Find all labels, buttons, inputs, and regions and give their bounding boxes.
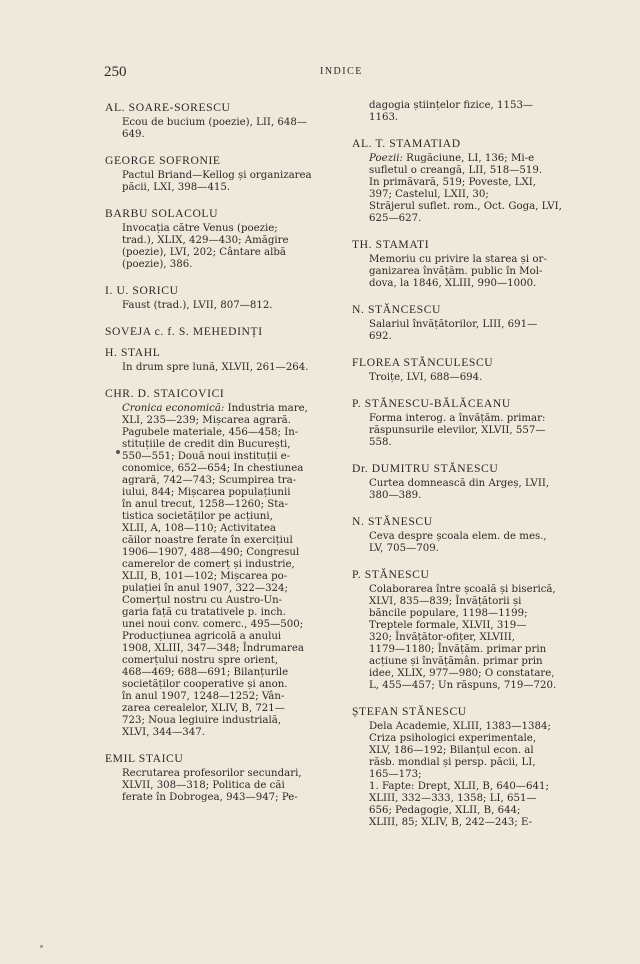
left-column xyxy=(105,100,343,816)
entry-line: acțiune și învățămân. primar prin xyxy=(369,656,543,667)
entry-line: XLIII, 85; XLIV, B, 242—243; E- xyxy=(369,817,533,828)
author-heading: H. STAHL xyxy=(105,346,161,359)
entry-line: 692. xyxy=(369,331,392,342)
entry-line: 165—173; xyxy=(369,769,422,780)
entry-line: Colaborarea între școală și biserică, xyxy=(369,584,556,595)
author-heading: ȘTEFAN STĂNESCU xyxy=(352,705,467,718)
entry-block xyxy=(352,531,584,555)
entry-line: XLVI, 835—839; Învățătorii și xyxy=(369,596,522,607)
entry-line: Faust (trad.), LVII, 807—812. xyxy=(122,300,273,311)
author-heading: CHR. D. STAICOVICI xyxy=(105,387,225,400)
entry-line: tistica societăților pe acțiuni, xyxy=(122,511,273,522)
entry-line: (poezie), 386. xyxy=(122,259,193,270)
entry-block xyxy=(352,254,584,290)
entry-block xyxy=(352,721,584,829)
entry-block xyxy=(352,153,584,225)
entry-block xyxy=(352,584,584,692)
entry-line: dova, la 1846, XLIII, 990—1000. xyxy=(369,278,537,289)
entry-line xyxy=(369,153,584,165)
entry-block xyxy=(105,117,343,141)
author-heading: TH. STAMATI xyxy=(352,238,430,251)
author-heading: N. STĂNESCU xyxy=(352,515,433,528)
author-heading: BARBU SOLACOLU xyxy=(105,207,219,220)
author-heading: AL. T. STAMATIAD xyxy=(352,137,461,150)
section-label: Cronica economică: xyxy=(122,403,225,414)
entry-block xyxy=(352,478,584,502)
entry-line: Producțiunea agricolă a anului xyxy=(122,631,282,642)
entry-line: căilor noastre ferate în exercițiul xyxy=(122,535,293,546)
entry-line: iului, 844; Mișcarea populațiunii xyxy=(122,487,291,498)
author-heading: AL. SOARE-SORESCU xyxy=(105,101,231,114)
entry-line: 1163. xyxy=(369,112,399,123)
entry-line: camerelor de comerț și industrie, xyxy=(122,559,295,570)
entry-line: Pagubele materiale, 456—458; In- xyxy=(122,427,299,438)
entry-line: Forma interog. a învățăm. primar: xyxy=(369,413,546,424)
entry-line: Invocația către Venus (poezie; xyxy=(122,223,278,234)
entry-block xyxy=(105,223,343,271)
author-heading: FLOREA STĂNCULESCU xyxy=(352,356,494,369)
entry-line: Pactul Briand—Kellog și organizarea xyxy=(122,170,312,181)
entry-line: societăților cooperative și anon. xyxy=(122,679,288,690)
entry-block xyxy=(352,319,584,343)
entry-line: Treptele formale, XLVII, 319— xyxy=(369,620,527,631)
author-heading: SOVEJA c. f. S. MEHEDINȚI xyxy=(105,325,263,338)
entry-line: Străjerul suflet. rom., Oct. Goga, LVI, xyxy=(369,201,562,212)
entry-line: 468—469; 688—691; Bilanțurile xyxy=(122,667,289,678)
entry-line: sufletul o creangă, LII, 518—519. xyxy=(369,165,543,176)
entry-line: conomice, 652—654; In chestiunea xyxy=(122,463,304,474)
entry-line: 1908, XLIII, 347—348; Îndrumarea xyxy=(122,643,304,654)
section-label: Poezii: xyxy=(369,153,403,164)
entry-line: Troițe, LVI, 688—694. xyxy=(369,372,483,383)
entry-line: 320; Învățător-ofițer, XLVIII, xyxy=(369,632,515,643)
entry-line: 550—551; Două noui instituții e- xyxy=(122,451,291,462)
entry-block xyxy=(352,413,584,449)
entry-line: 1. Fapte: Drept, XLII, B, 640—641; xyxy=(369,781,549,792)
entry-block xyxy=(352,372,584,384)
entry-block xyxy=(105,362,343,374)
entry-line: răspunsurile elevilor, XLVII, 557— xyxy=(369,425,546,436)
entry-line: In primăvară, 519; Poveste, LXI, xyxy=(369,177,537,188)
entry-line: idee, XLIX, 977—980; O constatare, xyxy=(369,668,555,679)
entry-line: Curtea domnească din Argeș, LVII, xyxy=(369,478,550,489)
entry-line: 397; Castelul, LXII, 30; xyxy=(369,189,489,200)
author-heading: GEORGE SOFRONIE xyxy=(105,154,221,167)
entry-line: 1906—1907, 488—490; Congresul xyxy=(122,547,300,558)
running-head: INDICE xyxy=(320,66,363,77)
entry-line: trad.), XLIX, 429—430; Amăgire xyxy=(122,235,289,246)
entry-line: Criza psihologici experimentale, xyxy=(369,733,537,744)
entry-line: XLVII, 308—318; Politica de căi xyxy=(122,780,285,791)
entry-line: LV, 705—709. xyxy=(369,543,439,554)
entry-line: 656; Pedagogie, XLII, B, 644; xyxy=(369,805,521,816)
entry-line: 625—627. xyxy=(369,213,422,224)
entry-line: 649. xyxy=(122,129,145,140)
entry-line: ferate în Dobrogea, 943—947; Pe- xyxy=(122,792,298,803)
author-heading: N. STĂNCESCU xyxy=(352,303,442,316)
entry-line: răsb. mondial și persp. păcii, LI, xyxy=(369,757,536,768)
entry-line: In drum spre lună, XLVII, 261—264. xyxy=(122,362,309,373)
entry-line: 1179—1180; Învățăm. primar prin xyxy=(369,644,547,655)
entry-line: 558. xyxy=(369,437,392,448)
margin-dot xyxy=(116,450,120,454)
entry-line xyxy=(122,403,343,415)
entry-block xyxy=(105,170,343,194)
author-heading: EMIL STAICU xyxy=(105,752,184,765)
entry-line: Memoriu cu privire la starea și or- xyxy=(369,254,547,265)
entry-line: 380—389. xyxy=(369,490,422,501)
entry-line: XLII, A, 108—110; Activitatea xyxy=(122,523,276,534)
entry-line: pulației în anul 1907, 322—324; xyxy=(122,583,288,594)
entry-line: Comerțul nostru cu Austro-Un- xyxy=(122,595,283,606)
entry-line: ganizarea învățăm. public în Mol- xyxy=(369,266,543,277)
entry-text: Industria mare, xyxy=(224,403,308,414)
entry-line: zarea cerealelor, XLIV, B, 721— xyxy=(122,703,285,714)
entry-block xyxy=(105,403,343,739)
author-heading: P. STĂNESCU xyxy=(352,568,430,581)
entry-line: comerțului nostru spre orient, xyxy=(122,655,279,666)
entry-line: Recrutarea profesorilor secundari, xyxy=(122,768,302,779)
author-heading: Dr. DUMITRU STĂNESCU xyxy=(352,462,499,475)
entry-line: în anul trecut, 1258—1260; Sta- xyxy=(122,499,288,510)
entry-block xyxy=(105,300,343,312)
entry-line: Ceva despre școala elem. de mes., xyxy=(369,531,547,542)
entry-line: 723; Noua legiuire industrială, xyxy=(122,715,282,726)
entry-line: XLV, 186—192; Bilanțul econ. al xyxy=(369,745,534,756)
entry-line: dagogia științelor fizice, 1153— xyxy=(369,100,534,111)
entry-line: băncile populare, 1198—1199; xyxy=(369,608,528,619)
entry-text: Rugăciune, LI, 136; Mi-e xyxy=(402,153,535,164)
entry-line: agrară, 742—743; Scumpirea tra- xyxy=(122,475,297,486)
entry-block xyxy=(105,768,343,804)
entry-line: XLII, B, 101—102; Mișcarea po- xyxy=(122,571,288,582)
entry-line: XLI, 235—239; Mișcarea agrară. xyxy=(122,415,291,426)
entry-line: garia față cu tratativele p. inch. xyxy=(122,607,286,618)
entry-line: în anul 1907, 1248—1252; Vân- xyxy=(122,691,285,702)
entry-line: păcii, LXI, 398—415. xyxy=(122,182,231,193)
page-number: 250 xyxy=(104,64,127,80)
entry-line: stituțiile de credit din București, xyxy=(122,439,291,450)
entry-line: Salariul învățătorilor, LIII, 691— xyxy=(369,319,538,330)
entry-line: XLIII, 332—333, 1358; LI, 651— xyxy=(369,793,537,804)
author-heading: P. STĂNESCU-BĂLĂCEANU xyxy=(352,397,511,410)
right-column xyxy=(352,100,584,841)
entry-line: (poezie), LVI, 202; Cântare albă xyxy=(122,247,286,258)
entry-line: Ecou de bucium (poezie), LII, 648— xyxy=(122,117,308,128)
entry-line: XLVI, 344—347. xyxy=(122,727,205,738)
entry-block xyxy=(352,100,584,124)
entry-line: unei noui conv. comerc., 495—500; xyxy=(122,619,304,630)
entry-line: L, 455—457; Un răspuns, 719—720. xyxy=(369,680,557,691)
corner-speck xyxy=(40,945,43,948)
entry-line: Dela Academie, XLIII, 1383—1384; xyxy=(369,721,551,732)
author-heading: I. U. SORICU xyxy=(105,284,179,297)
